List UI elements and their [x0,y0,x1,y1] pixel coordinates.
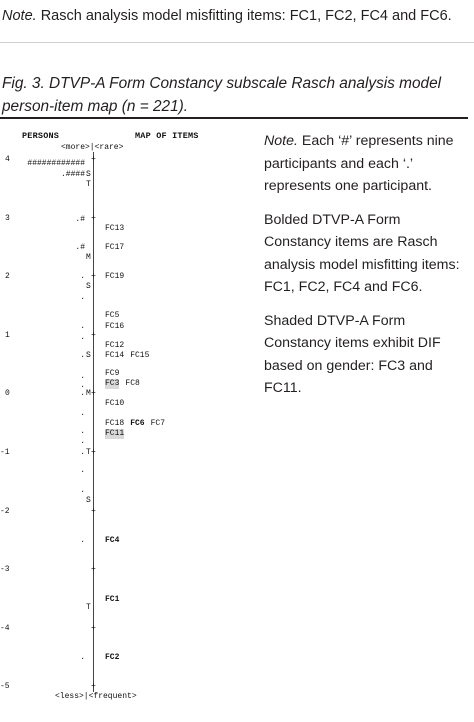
item-label: FC11 [105,428,125,438]
top-note-label: Note. [2,8,37,24]
person-mark: . [80,371,85,381]
distribution-marker: T [86,180,91,190]
person-mark: . [80,408,85,418]
item-label: FC8 [125,379,140,389]
y-tick-label: 1 [5,330,10,340]
y-tick-label: -1 [0,448,10,457]
item-label: FC1 [105,594,120,604]
axis-tick: + [91,448,96,457]
person-mark: . [80,380,85,390]
item-label: FC19 [105,272,125,282]
bottom-axis-label: <less>|<frequent> [55,692,137,701]
axis-tick: + [91,682,96,692]
person-mark: .# [75,215,85,225]
item-label: FC3 [105,379,120,389]
item-label: FC18 [105,418,125,428]
axis-tick: + [91,213,96,223]
person-mark: . [80,437,85,447]
item-label: FC9 [105,368,120,378]
y-tick-label: 3 [5,213,10,223]
axis-tick: + [91,155,96,164]
item-label: FC16 [105,322,125,331]
items-header: MAP OF ITEMS [135,131,199,141]
bold-items-note: Bolded DTVP-A Form Constancy items are Rasch analysis model misfitting items: FC1, FC2, FC4 and FC6. [264,211,460,295]
y-tick-label: -4 [0,623,10,633]
person-mark: . [80,486,85,496]
person-mark: . [80,292,85,302]
axis-tick: + [91,565,96,575]
top-note-text: Rasch analysis model misfitting items: FC1, FC2, FC4 and FC6. [36,8,452,24]
person-mark: .# [75,242,85,252]
distribution-marker: S [86,169,91,179]
shaded-items-note: Shaded DTVP-A Form Constancy items exhibit DIF based on gender: FC3 and FC11. [264,312,441,396]
map-axis-line [93,152,94,692]
item-label: FC17 [105,242,125,252]
person-mark: . [80,322,85,331]
figure-notes [264,130,469,411]
item-label: FC13 [105,223,125,233]
distribution-marker: S [86,496,91,506]
symbol-note [264,130,469,198]
item-label: FC4 [105,535,120,545]
figure-caption: Fig. 3. DTVP-A Form Constancy subscale Rasch analysis model person-item map (n = 221). [2,75,442,115]
distribution-marker: M [86,252,91,262]
person-mark: ############ [27,158,85,168]
person-mark: . [80,427,85,437]
y-tick-label: 0 [5,389,10,399]
distribution-marker: T [86,448,91,457]
y-tick-label: -3 [0,565,10,575]
item-label: FC6 [130,418,145,428]
person-mark: . [80,272,85,282]
symbol-note-label: Note. [264,133,298,149]
person-mark: . [80,351,85,361]
distribution-marker: M [86,389,91,399]
item-label: FC15 [130,351,150,361]
item-label: FC5 [105,311,120,321]
person-mark: . [80,448,85,457]
y-tick-label: -5 [0,682,10,692]
item-label: FC7 [150,418,165,428]
person-mark: . [80,465,85,475]
axis-tick: + [91,623,96,633]
distribution-marker: T [86,603,91,613]
y-tick-label: 4 [5,155,10,164]
top-axis-label: <more>|<rare> [61,143,124,152]
item-label: FC2 [105,653,120,663]
person-mark: . [80,389,85,399]
axis-tick: + [91,330,96,340]
item-label: FC10 [105,399,125,409]
person-mark: .#### [61,169,86,179]
distribution-marker: S [86,351,91,361]
person-mark: . [80,332,85,342]
item-label: FC12 [105,340,125,350]
item-label: FC14 [105,351,125,361]
y-tick-label: 2 [5,272,10,282]
axis-tick: + [91,272,96,282]
distribution-marker: S [86,282,91,292]
persons-header: PERSONS [22,131,60,141]
axis-tick: + [91,506,96,516]
y-tick-label: -2 [0,506,10,516]
person-mark: . [80,535,85,545]
symbol-note-text: Each ‘#’ represents nine participants and each ‘.’ represents one participant. [264,133,454,194]
person-mark: . [80,653,85,663]
axis-tick: + [91,389,96,399]
